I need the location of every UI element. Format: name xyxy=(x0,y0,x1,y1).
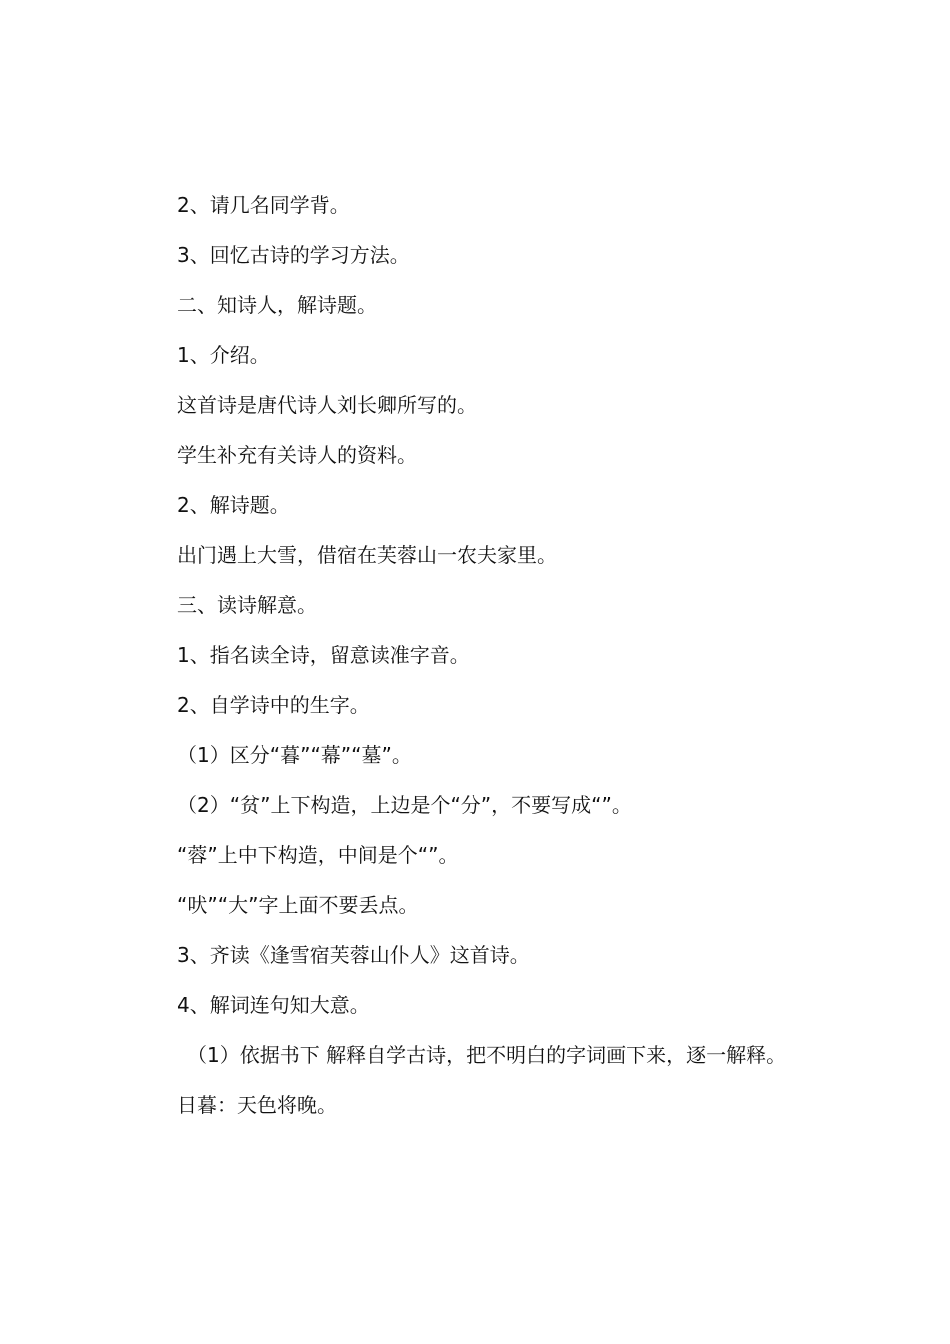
paragraph: 出门遇上大雪，借宿在芙蓉山一农夫家里。 xyxy=(177,543,557,567)
paragraph: 学生补充有关诗人的资料。 xyxy=(177,443,417,467)
paragraph: 4、解词连句知大意。 xyxy=(177,993,370,1017)
paragraph: 3、回忆古诗的学习方法。 xyxy=(177,243,410,267)
section-heading: 二、知诗人，解诗题。 xyxy=(177,293,377,317)
paragraph: 2、自学诗中的生字。 xyxy=(177,693,370,717)
paragraph: 2、解诗题。 xyxy=(177,493,290,517)
paragraph: （2）“贫”上下构造，上边是个“分”，不要写成“”。 xyxy=(177,793,632,817)
document-body xyxy=(128,180,848,1130)
paragraph: “吠”“大”字上面不要丢点。 xyxy=(177,893,419,917)
paragraph: （1）区分“暮”“幕”“墓”。 xyxy=(177,743,412,767)
paragraph: 日暮：天色将晚。 xyxy=(177,1093,337,1117)
section-heading: 三、读诗解意。 xyxy=(177,593,317,617)
paragraph: 1、介绍。 xyxy=(177,343,270,367)
paragraph: 2、请几名同学背。 xyxy=(177,193,350,217)
paragraph: 3、齐读《逢雪宿芙蓉山仆人》这首诗。 xyxy=(177,943,530,967)
paragraph: （1）依据书下 解释自学古诗，把不明白的字词画下来，逐一解释。 xyxy=(187,1043,787,1067)
paragraph: “蓉”上中下构造，中间是个“”。 xyxy=(177,843,459,867)
paragraph: 这首诗是唐代诗人刘长卿所写的。 xyxy=(177,393,477,417)
paragraph: 1、指名读全诗，留意读准字音。 xyxy=(177,643,470,667)
